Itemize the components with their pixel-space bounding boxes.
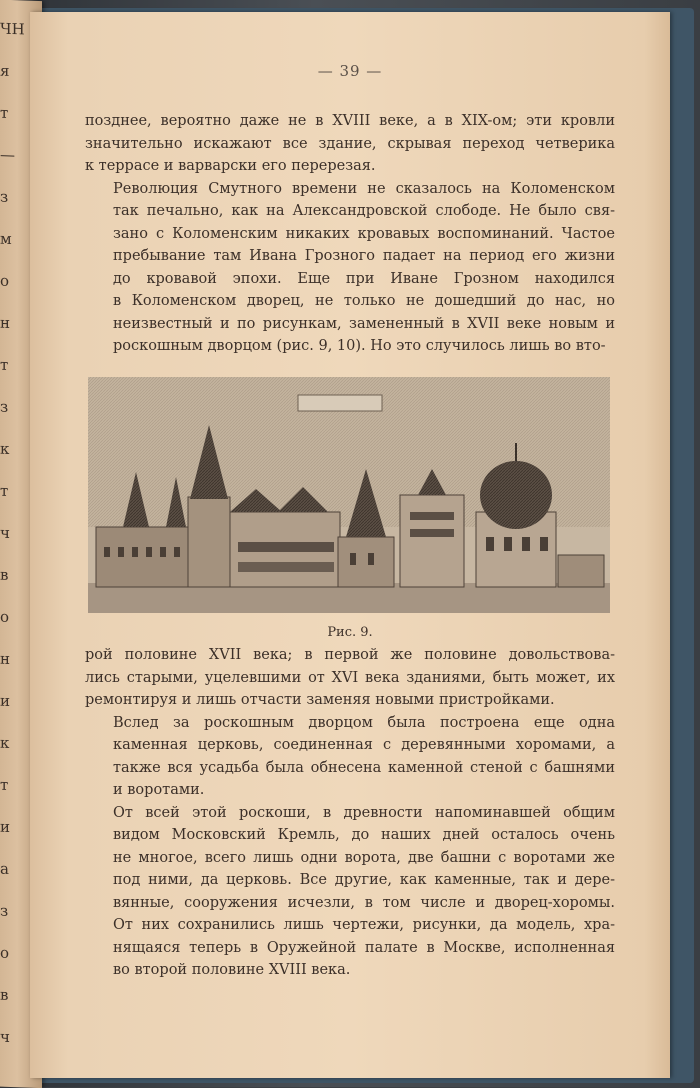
text-line: лись старыми, уцелевшими от XVI века зданиями, быть может, их: [85, 669, 615, 686]
text-line: нящаяся теперь в Оружейной палате в Москве, исполненная: [113, 939, 615, 956]
paragraph-3: [85, 644, 615, 712]
left-page-fragment: а: [0, 859, 9, 878]
text-line: к террасе и варварски его перерезая.: [85, 158, 376, 174]
page-number: — 39 —: [317, 62, 383, 80]
text-line: не многое, всего лишь одни ворота, две башни с воротами же: [113, 849, 615, 866]
left-page-fragment: и: [0, 817, 10, 836]
paragraph-1: [85, 110, 615, 178]
text-line: до кровавой эпохи. Еще при Иване Грозном находился: [113, 270, 615, 287]
text-line: видом Московский Кремль, до наших дней осталось очень: [113, 827, 615, 843]
text-line: под ними, да церковь. Все другие, как каменные, так и дере-: [113, 872, 615, 888]
text-line: неизвестный и по рисункам, замененный в XVII веке новым и: [113, 315, 615, 332]
left-page-fragment: ЧН: [0, 19, 25, 39]
left-page-fragment: н: [0, 649, 10, 668]
paragraph-5: [85, 802, 615, 982]
text-line: роскошным дворцом (рис. 9, 10). Но это случилось лишь во вто-: [113, 338, 606, 354]
left-page-fragment: ч: [0, 1027, 10, 1046]
left-page-fragment: з: [0, 397, 9, 416]
text-line: Революция Смутного времени не сказалось на Коломенском: [113, 180, 615, 197]
figure-palace-engraving: [88, 377, 610, 613]
book-page: [30, 12, 670, 1078]
palace-illustration: [88, 377, 610, 613]
left-page-fragment: и: [0, 691, 10, 710]
text-line: вянные, сооружения исчезли, в том числе и дворец-хоромы.: [113, 894, 615, 911]
left-page-fragment: к: [0, 439, 10, 458]
text-line: рой половине XVII века; в первой же половине довольствова-: [85, 647, 615, 663]
figure-caption: Рис. 9.: [327, 625, 373, 640]
left-page-fragment: о: [0, 271, 10, 290]
left-page-fragment: м: [0, 229, 12, 249]
left-page-fragment: т: [0, 775, 9, 794]
text-line: зано с Коломенским никаких кровавых воспоминаний. Частое: [113, 225, 615, 242]
paragraph-4: [85, 712, 615, 802]
left-page-fragment: т: [0, 103, 9, 122]
text-line: позднее, вероятно даже не в XVIII веке, а в XIX-ом; эти кровли: [85, 113, 615, 129]
text-line: ремонтируя и лишь отчасти заменяя новыми пристройками.: [85, 692, 555, 708]
text-line: во второй половине XVIII века.: [113, 962, 351, 978]
text-line: также вся усадьба была обнесена каменной стеной с башнями: [113, 759, 615, 776]
left-page-fragment: о: [0, 943, 10, 962]
paragraph-2: [85, 178, 615, 358]
text-line: так печально, как на Александровской слободе. Не было свя-: [113, 203, 615, 219]
left-page-fragment: т: [0, 355, 9, 374]
left-page-fragment: т: [0, 481, 9, 500]
left-page-fragment: з: [0, 901, 9, 920]
text-line: От них сохранились лишь чертежи, рисунки, да модель, хра-: [113, 917, 615, 933]
left-page-fragment: я: [0, 61, 10, 80]
text-line: значительно искажают все здание, скрывая переход четверика: [85, 135, 615, 152]
left-page-fragment: в: [0, 565, 9, 584]
left-page-fragment: к: [0, 733, 10, 752]
left-page-fragment: о: [0, 607, 10, 626]
text-line: и воротами.: [113, 782, 205, 798]
text-block-bottom: [85, 644, 615, 982]
left-page-fragment: з: [0, 187, 9, 206]
left-page-fragment: —: [0, 145, 15, 165]
text-block-top: [85, 110, 615, 358]
text-line: каменная церковь, соединенная с деревянными хоромами, а: [113, 737, 615, 753]
text-line: в Коломенском дворец, не только не дошедший до нас, но: [113, 293, 615, 309]
left-page-fragment: ч: [0, 523, 10, 542]
text-line: пребывание там Ивана Грозного падает на период его жизни: [113, 248, 615, 264]
text-line: Вслед за роскошным дворцом была построена еще одна: [113, 714, 615, 731]
left-page-fragment: н: [0, 313, 10, 332]
text-line: От всей этой роскоши, в древности напоминавшей общим: [113, 804, 615, 821]
left-page-fragment: в: [0, 985, 9, 1004]
